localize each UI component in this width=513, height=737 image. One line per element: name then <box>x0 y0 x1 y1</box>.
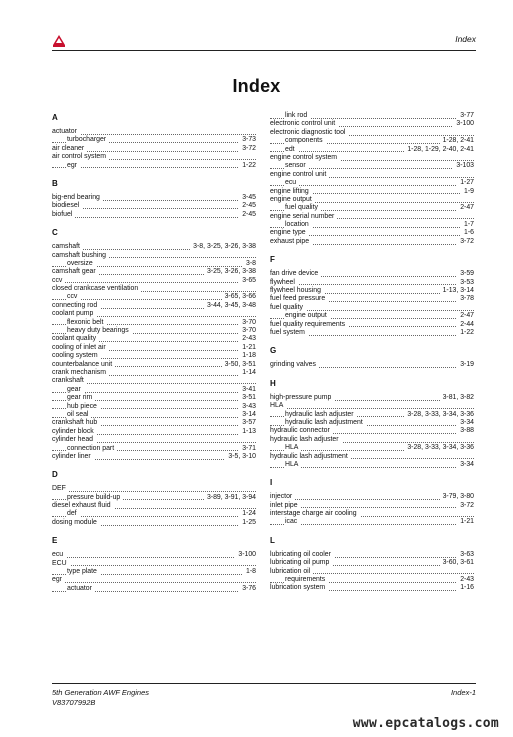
index-term: coolant pump <box>52 310 96 317</box>
page-reference: 3-77 <box>457 112 474 120</box>
index-entry <box>52 252 256 260</box>
index-entry <box>270 304 474 312</box>
index-term: camshaft gear <box>52 268 99 275</box>
page-reference: 2-44 <box>457 321 474 329</box>
index-term: lubricating oil cooler <box>270 551 334 558</box>
index-term: requirements <box>285 576 328 583</box>
index-entry <box>270 146 474 154</box>
index-term: cylinder block <box>52 428 97 435</box>
page-reference: 3-65 <box>239 277 256 285</box>
section-letter: A <box>52 113 58 122</box>
index-term: lubrication oil <box>270 568 313 575</box>
index-term: DEF <box>52 485 69 492</box>
index-entry <box>52 519 256 527</box>
footer-rule <box>52 683 476 684</box>
index-term: high-pressure pump <box>270 394 334 401</box>
index-term: injector <box>270 493 295 500</box>
page-reference: 3-5, 3-10 <box>225 453 256 461</box>
page-reference: 3-8, 3-25, 3-26, 3-38 <box>190 243 256 251</box>
index-entry <box>52 510 256 518</box>
index-entry <box>52 293 256 301</box>
index-term: grinding valves <box>270 361 319 368</box>
index-entry <box>270 171 474 179</box>
page-reference: 1-28, 2-41 <box>440 137 474 145</box>
brand-logo-icon <box>52 34 66 48</box>
index-entry <box>52 419 256 427</box>
page-reference: 1-6 <box>461 229 474 237</box>
index-term: ccv <box>52 277 65 284</box>
index-term: air cleaner <box>52 145 87 152</box>
footer-document-code: V83707992B <box>52 698 96 707</box>
index-term: hydraulic connector <box>270 427 333 434</box>
index-entry <box>270 559 474 567</box>
index-term: ecu <box>285 179 299 186</box>
watermark: www.epcatalogs.com <box>352 716 499 731</box>
index-entry <box>270 453 474 461</box>
index-section <box>52 469 256 527</box>
index-term: diesel exhaust fluid <box>52 502 114 509</box>
leader-dots <box>270 185 474 186</box>
index-entry <box>270 502 474 510</box>
index-term: big-end bearing <box>52 194 103 201</box>
index-entry <box>270 461 474 469</box>
index-term: ECU <box>52 560 70 567</box>
index-entry <box>52 428 256 436</box>
index-entry <box>270 137 474 145</box>
index-term: hub piece <box>67 403 100 410</box>
index-term: HLA <box>270 402 286 409</box>
index-entry <box>270 493 474 501</box>
index-entry <box>52 377 256 385</box>
page-reference: 1-24 <box>239 510 256 518</box>
index-term: flexonic belt <box>67 319 106 326</box>
index-entry <box>52 344 256 352</box>
leader-dots <box>52 208 256 209</box>
header-title: Index <box>455 34 476 44</box>
index-entry <box>52 136 256 144</box>
index-term: engine output <box>270 196 315 203</box>
index-entry <box>270 312 474 320</box>
index-term: ecu <box>52 551 66 558</box>
index-entry <box>270 270 474 278</box>
index-term: hydraulic lash adjustment <box>270 453 351 460</box>
index-entry <box>52 310 256 318</box>
index-entry <box>270 162 474 170</box>
index-section <box>52 535 256 593</box>
index-term: gear <box>67 386 84 393</box>
index-entry <box>270 436 474 444</box>
index-entry <box>52 436 256 444</box>
leader-dots <box>52 516 256 517</box>
page-reference: 3-72 <box>457 238 474 246</box>
index-entry <box>270 120 474 128</box>
index-entry <box>270 129 474 137</box>
leader-dots <box>52 557 256 558</box>
index-term: electronic diagnostic tool <box>270 129 348 136</box>
index-entry <box>270 394 474 402</box>
index-entry <box>270 213 474 221</box>
page-reference: 3-72 <box>239 145 256 153</box>
page-reference: 3-70 <box>239 327 256 335</box>
page-reference: 1-18 <box>239 352 256 360</box>
index-entry <box>52 502 256 510</box>
index-section <box>52 227 256 461</box>
page-reference: 2-47 <box>457 312 474 320</box>
index-term: connection part <box>67 445 117 452</box>
index-term: biofuel <box>52 211 75 218</box>
page-reference: 3-100 <box>453 120 474 128</box>
page-reference: 1-14 <box>239 369 256 377</box>
page-reference: 2-43 <box>457 576 474 584</box>
index-entry <box>52 335 256 343</box>
page-reference: 3-60, 3-61 <box>440 559 474 567</box>
index-entry <box>270 238 474 246</box>
index-term: hydraulic lash adjustment <box>285 419 366 426</box>
index-entry <box>52 194 256 202</box>
index-term: biodiesel <box>52 202 82 209</box>
section-letter: F <box>270 255 275 265</box>
page-reference: 3-28, 3-33, 3-34, 3-36 <box>404 411 474 419</box>
index-term: actuator <box>52 128 80 135</box>
index-entry <box>270 188 474 196</box>
section-letter: H <box>270 378 276 388</box>
index-term: lubrication system <box>270 584 328 591</box>
page-reference: 3-81, 3-82 <box>440 394 474 402</box>
page-reference: 3-71 <box>239 445 256 453</box>
index-term: engine control system <box>270 154 340 161</box>
leader-dots <box>52 582 256 583</box>
index-section <box>270 254 474 337</box>
page-reference: 3-57 <box>239 419 256 427</box>
index-entry <box>52 568 256 576</box>
index-entry <box>270 444 474 452</box>
index-entry <box>52 211 256 219</box>
index-term: interstage charge air cooling <box>270 510 360 517</box>
index-term: engine type <box>270 229 309 236</box>
index-entry <box>270 518 474 526</box>
index-term: lubricating oil pump <box>270 559 332 566</box>
index-section <box>270 378 474 470</box>
index-entry <box>52 277 256 285</box>
index-term: turbocharger <box>67 136 109 143</box>
index-entry <box>270 329 474 337</box>
index-entry <box>52 352 256 360</box>
page-reference: 2-45 <box>239 202 256 210</box>
section-letter: E <box>52 536 58 546</box>
index-term: dosing module <box>52 519 100 526</box>
page-reference: 3-41 <box>239 386 256 394</box>
index-term: cooling system <box>52 352 101 359</box>
index-term: closed crankcase ventilation <box>52 285 141 292</box>
index-term: fuel quality <box>285 204 321 211</box>
section-letter: G <box>270 346 277 356</box>
page-reference: 3-72 <box>457 502 474 510</box>
index-term: gear rim <box>67 394 95 401</box>
page-reference: 2-43 <box>239 335 256 343</box>
index-section <box>270 535 474 593</box>
leader-dots <box>52 134 256 135</box>
page-reference: 1-21 <box>239 344 256 352</box>
index-section <box>52 178 256 219</box>
footer-left <box>52 688 149 708</box>
index-section <box>270 345 474 369</box>
page-reference: 3-28, 3-33, 3-34, 3-36 <box>404 444 474 452</box>
index-section <box>270 112 474 246</box>
index-term: location <box>285 221 312 228</box>
page-reference: 3-100 <box>235 551 256 559</box>
leader-dots <box>52 167 256 168</box>
page-reference: 3-43 <box>239 403 256 411</box>
index-term: actuator <box>67 585 95 592</box>
leader-dots <box>270 284 474 285</box>
index-entry <box>52 560 256 568</box>
index-entry <box>52 243 256 251</box>
index-term: heavy duty bearings <box>67 327 132 334</box>
index-term: exhaust pipe <box>270 238 312 245</box>
page-reference: 3-73 <box>239 136 256 144</box>
page-reference: 1-9 <box>461 188 474 196</box>
page-reference: 1-21 <box>457 518 474 526</box>
section-letter: C <box>52 228 58 238</box>
index-entry <box>52 145 256 153</box>
index-term: fan drive device <box>270 270 321 277</box>
index-entry <box>52 576 256 584</box>
index-term: fuel quality requirements <box>270 321 348 328</box>
index-entry <box>270 321 474 329</box>
page-title: Index <box>232 76 281 96</box>
page-reference: 3-88 <box>457 427 474 435</box>
header-rule <box>52 50 476 51</box>
leader-dots <box>52 491 256 492</box>
index-term: flywheel housing <box>270 287 324 294</box>
page-reference: 1-28, 1-29, 2-40, 2-41 <box>404 146 474 154</box>
index-entry <box>52 485 256 493</box>
index-entry <box>52 268 256 276</box>
index-entry <box>270 411 474 419</box>
page-reference: 1-22 <box>239 162 256 170</box>
index-term: egr <box>52 576 65 583</box>
index-entry <box>52 445 256 453</box>
leader-dots <box>270 524 474 525</box>
index-entry <box>52 585 256 593</box>
page-reference: 3-50, 3-51 <box>222 361 256 369</box>
index-term: flywheel <box>270 279 298 286</box>
index-term: fuel feed pressure <box>270 295 328 302</box>
index-entry <box>52 285 256 293</box>
page-reference: 2-47 <box>457 204 474 212</box>
index-term: oil seal <box>67 411 91 418</box>
page-reference: 1-13, 3-14 <box>440 287 474 295</box>
index-entry <box>52 202 256 210</box>
footer-page-number: Index-1 <box>450 688 476 697</box>
index-entry <box>270 229 474 237</box>
section-letter: I <box>270 478 273 488</box>
index-term: engine serial number <box>270 213 337 220</box>
index-term: counterbalance unit <box>52 361 115 368</box>
index-entry <box>270 279 474 287</box>
page-reference: 1-27 <box>457 179 474 187</box>
index-entry <box>270 295 474 303</box>
index-entry <box>52 319 256 327</box>
index-term: fuel quality <box>270 304 306 311</box>
page-reference: 3-53 <box>457 279 474 287</box>
index-term: sensor <box>285 162 309 169</box>
index-term: oversize <box>67 260 96 267</box>
index-term: hydraulic lash adjuster <box>285 411 357 418</box>
page-reference: 1-22 <box>457 329 474 337</box>
page-reference: 3-76 <box>239 585 256 593</box>
page-reference: 1-8 <box>243 568 256 576</box>
index-term: link rod <box>285 112 310 119</box>
index-term: coolant quality <box>52 335 99 342</box>
index-term: electronic control unit <box>270 120 338 127</box>
index-term: HLA <box>285 444 301 451</box>
index-entry <box>270 179 474 187</box>
page-reference: 3-103 <box>453 162 474 170</box>
section-letter: B <box>52 178 58 188</box>
page-reference: 3-8 <box>243 260 256 268</box>
index-term: inlet pipe <box>270 502 301 509</box>
index-entry <box>270 568 474 576</box>
page-reference: 3-51 <box>239 394 256 402</box>
index-term: cylinder head <box>52 436 96 443</box>
index-entry <box>270 402 474 410</box>
index-term: crankshaft <box>52 377 87 384</box>
page-reference: 1-7 <box>461 221 474 229</box>
index-term: HLA <box>285 461 301 468</box>
index-term: egr <box>67 162 80 169</box>
index-entry <box>270 361 474 369</box>
index-entry <box>52 162 256 170</box>
page-reference: 2-45 <box>239 211 256 219</box>
section-letter: L <box>270 535 275 545</box>
index-term: ccv <box>67 293 80 300</box>
index-term: crank mechanism <box>52 369 109 376</box>
section-letter: D <box>52 470 58 480</box>
index-term: fuel system <box>270 329 308 336</box>
page-reference: 3-25, 3-26, 3-38 <box>204 268 256 276</box>
index-entry <box>52 361 256 369</box>
index-term: icac <box>285 518 300 525</box>
page-reference: 3-34 <box>457 461 474 469</box>
index-term: cylinder liner <box>52 453 94 460</box>
page-reference: 3-63 <box>457 551 474 559</box>
index-entry <box>52 453 256 461</box>
page-reference: 3-59 <box>457 270 474 278</box>
index-column-right <box>270 112 474 593</box>
index-entry <box>52 386 256 394</box>
leader-dots <box>52 282 256 283</box>
index-entry <box>270 551 474 559</box>
leader-dots <box>270 408 474 409</box>
page-reference: 1-25 <box>239 519 256 527</box>
page-reference: 3-70 <box>239 319 256 327</box>
index-term: components <box>285 137 326 144</box>
index-term: air control system <box>52 153 109 160</box>
leader-dots <box>52 565 256 566</box>
footer-document-title: 5th Generation AWF Engines <box>52 688 150 697</box>
index-term: cooling of inlet air <box>52 344 109 351</box>
index-term: type plate <box>67 568 100 575</box>
index-entry <box>52 302 256 310</box>
index-entry <box>52 153 256 161</box>
page-reference: 3-78 <box>457 295 474 303</box>
index-term: edt <box>285 146 298 153</box>
index-entry <box>270 427 474 435</box>
index-entry <box>52 494 256 502</box>
index-term: camshaft <box>52 243 83 250</box>
page-reference: 3-44, 3-45, 3-48 <box>204 302 256 310</box>
index-term: crankshaft hub <box>52 419 100 426</box>
index-section <box>52 112 256 170</box>
page-reference: 3-89, 3-91, 3-94 <box>204 494 256 502</box>
index-section <box>270 477 474 527</box>
index-term: def <box>67 510 80 517</box>
page-reference: 3-45 <box>239 194 256 202</box>
index-term: engine output <box>285 312 330 319</box>
index-term: connecting rod <box>52 302 100 309</box>
index-term: hydraulic lash adjuster <box>270 436 342 443</box>
page-reference: 3-65, 3-66 <box>222 293 256 301</box>
page-reference: 1-13 <box>239 428 256 436</box>
index-entry <box>52 551 256 559</box>
leader-dots <box>52 217 256 218</box>
index-term: engine control unit <box>270 171 329 178</box>
index-entry <box>52 394 256 402</box>
index-entry <box>270 584 474 592</box>
index-entry <box>52 403 256 411</box>
index-column-left <box>52 112 256 593</box>
page-reference: 3-19 <box>457 361 474 369</box>
page-reference: 3-79, 3-80 <box>440 493 474 501</box>
page-reference: 3-34 <box>457 419 474 427</box>
page-reference: 3-14 <box>239 411 256 419</box>
index-term: engine lifting <box>270 188 312 195</box>
index-entry <box>270 204 474 212</box>
page-header <box>52 34 476 49</box>
index-term: camshaft bushing <box>52 252 109 259</box>
index-term: pressure build-up <box>67 494 123 501</box>
index-entry <box>270 510 474 518</box>
page-reference: 1-16 <box>457 584 474 592</box>
